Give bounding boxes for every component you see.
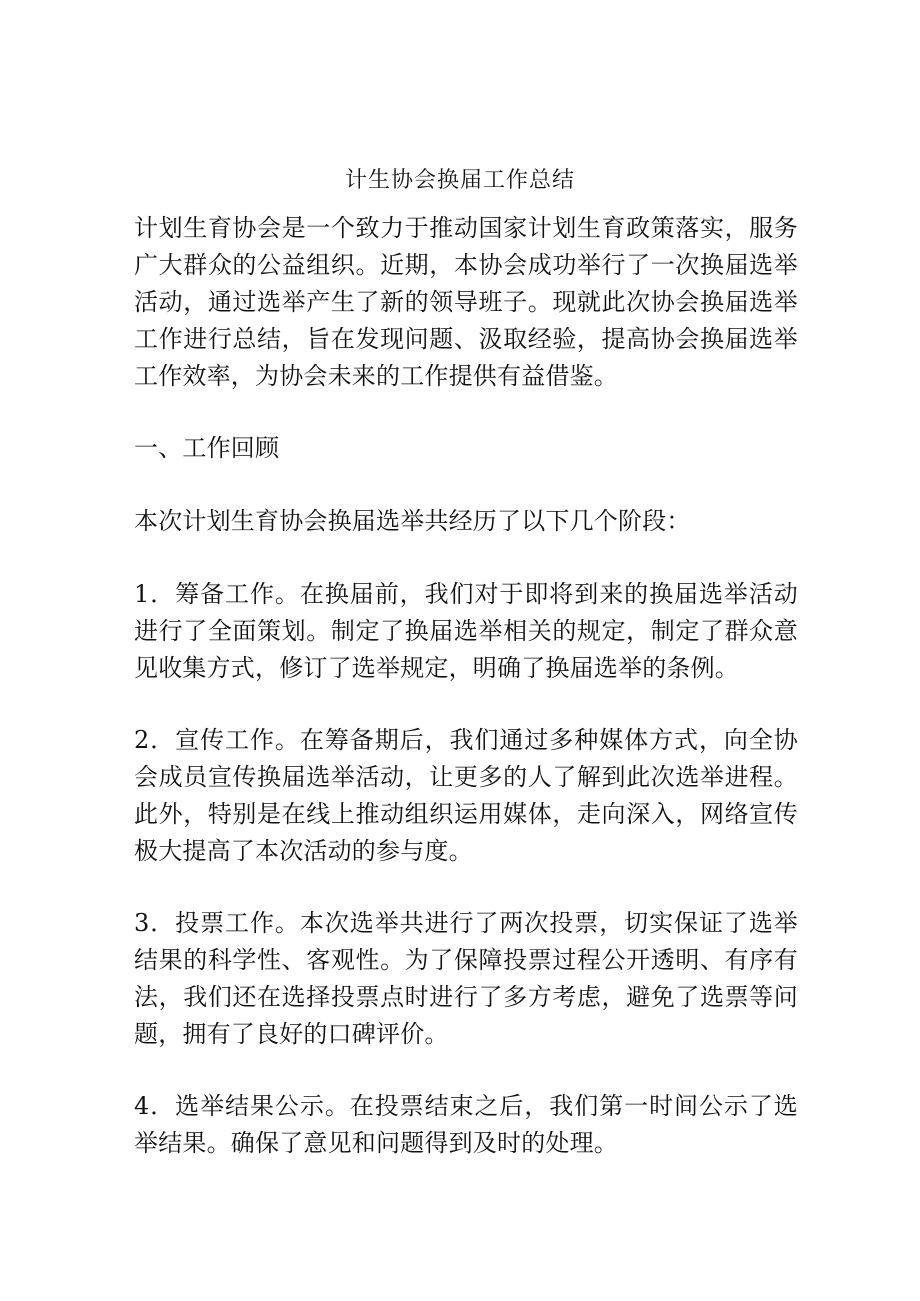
intro-paragraph: 计划生育协会是一个致力于推动国家计划生育政策落实，服务广大群众的公益组织。近期，本协会成功举行了一次换届选举活动，通过选举产生了新的领导班子。现就此次协会换届选举工作进行总结，旨在发现问题、汲取经验，提高协会换届选举工作效率，为协会未来的工作提供有益借鉴。 — [134, 214, 798, 390]
stage-2-paragraph: 2．宣传工作。在筹备期后，我们通过多种媒体方式，向全协会成员宣传换届选举活动，让更多的人了解到此次选举进程。此外，特别是在线上推动组织运用媒体，走向深入，网络宣传极大提高了本次活动的参与度。 — [134, 726, 798, 865]
document-body — [134, 210, 798, 1197]
stages-intro-paragraph: 本次计划生育协会换届选举共经历了以下几个阶段： — [134, 507, 691, 535]
document-title: 计生协会换届工作总结 — [344, 168, 575, 193]
stage-3-paragraph: 3．投票工作。本次选举共进行了两次投票，切实保证了选举结果的科学性、客观性。为了保障投票过程公开透明、有序有法，我们还在选择投票点时进行了多方考虑，避免了选票等问题，拥有了良好的口碑评价。 — [134, 909, 798, 1048]
stage-1-paragraph: 1．筹备工作。在换届前，我们对于即将到来的换届选举活动进行了全面策划。制定了换届选举相关的规定，制定了群众意见收集方式，修订了选举规定，明确了换届选举的条例。 — [134, 580, 798, 682]
stage-4-paragraph: 4．选举结果公示。在投票结束之后，我们第一时间公示了选举结果。确保了意见和问题得到及时的处理。 — [134, 1092, 798, 1157]
section-heading-work-review: 一、工作回顾 — [134, 434, 280, 462]
